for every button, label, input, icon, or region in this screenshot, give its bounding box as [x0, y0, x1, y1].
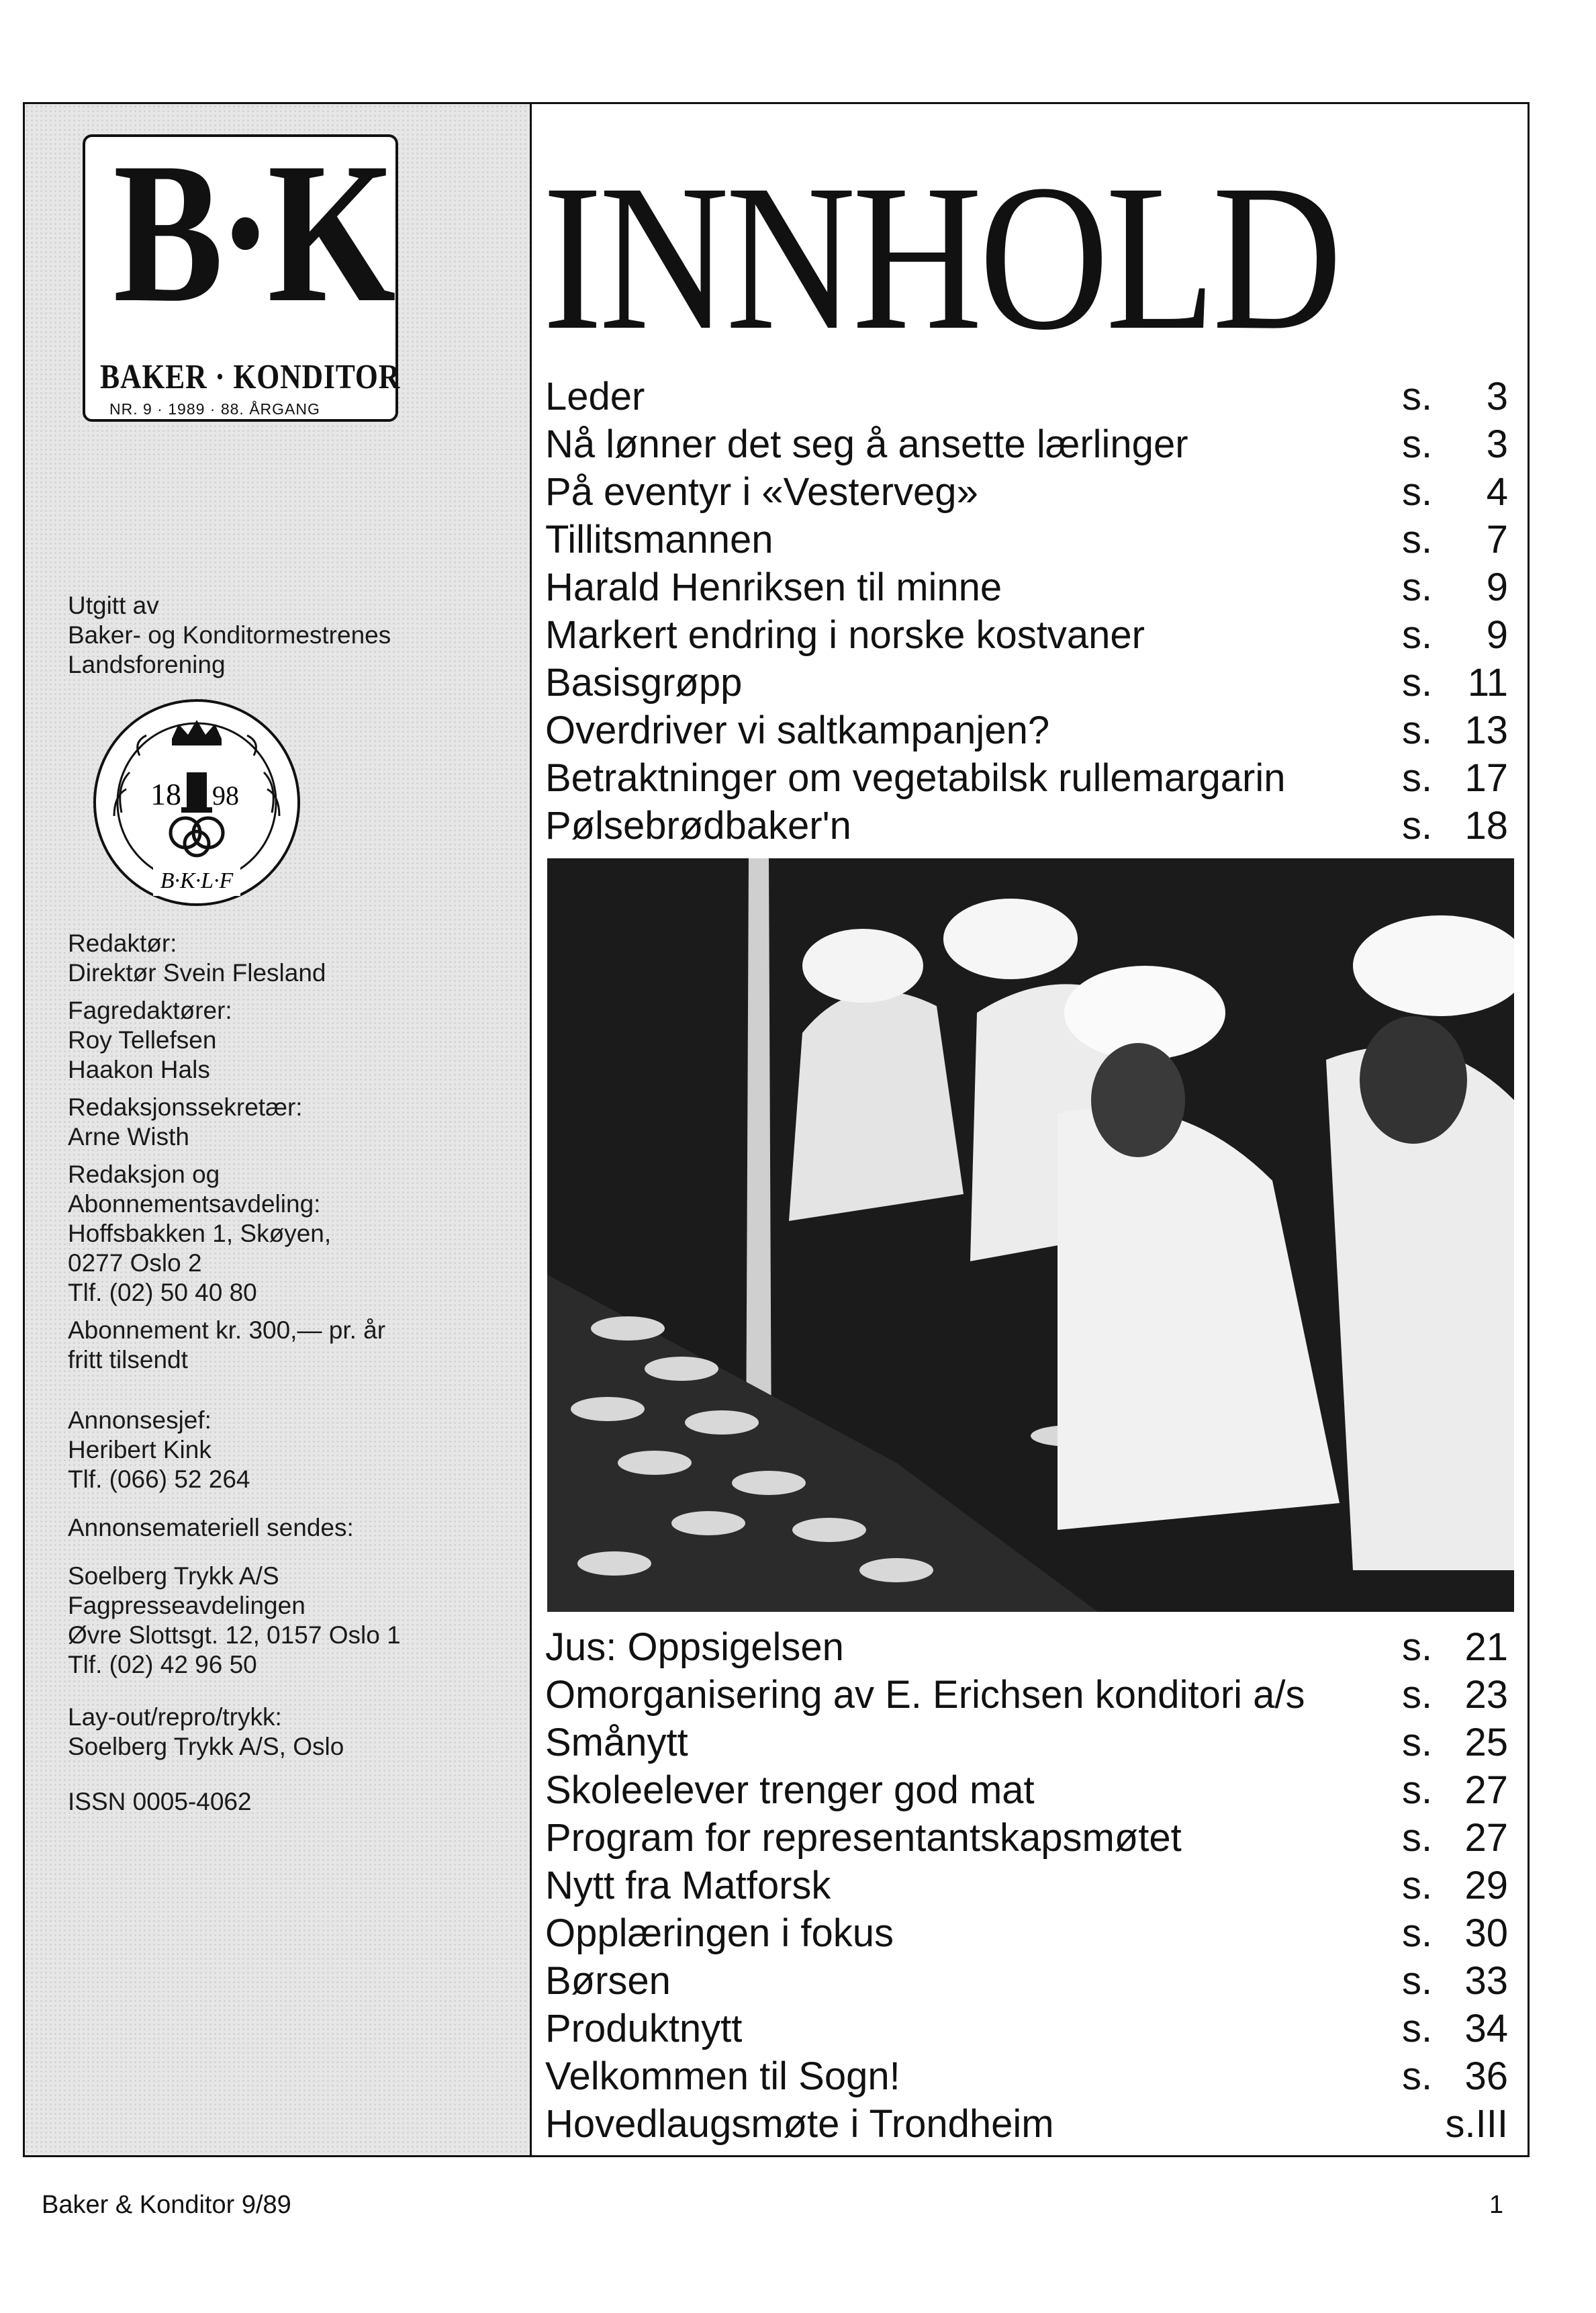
toc-item[interactable]: Program for representantskapsmøtet s. 27	[545, 1816, 1508, 1860]
page-title: INNHOLD	[543, 142, 1339, 373]
association-emblem	[86, 692, 308, 913]
issue-info: NR. 9 · 1989 · 88. ÅRGANG	[109, 400, 320, 418]
photo-illustration	[547, 858, 1514, 1612]
toc-item[interactable]: Opplæringen i fokus s. 30	[545, 1911, 1508, 1955]
toc-item[interactable]: Børsen s. 33	[545, 1959, 1508, 2003]
publisher-block	[68, 591, 391, 680]
masthead-editor: Redaktør: Direktør Svein Flesland	[68, 929, 326, 987]
toc-item[interactable]: Produktnytt s. 34	[545, 2007, 1508, 2050]
toc-item[interactable]: Tillitsmannen s. 7	[545, 518, 1508, 561]
masthead	[68, 929, 401, 1817]
masthead-ads: Annonsesjef: Heribert Kink Tlf. (066) 52 264	[68, 1406, 250, 1493]
publisher-line: Landsforening	[68, 651, 226, 678]
toc-item[interactable]: Basisgrøpp s. 11	[545, 661, 1508, 705]
publisher-line: Utgitt av	[68, 592, 159, 619]
toc-item[interactable]: Overdriver vi saltkampanjen? s. 13	[545, 709, 1508, 752]
masthead-secretary: Redaksjonssekretær: Arne Wisth	[68, 1093, 303, 1150]
toc-item[interactable]: Smånytt s. 25	[545, 1721, 1508, 1764]
page-number: 1	[1489, 2191, 1504, 2219]
masthead-layout: Lay-out/repro/trykk: Soelberg Trykk A/S, Oslo	[68, 1703, 344, 1760]
toc-item[interactable]: Harald Henriksen til minne s. 9	[545, 565, 1508, 609]
tower-icon	[187, 772, 207, 809]
toc-item[interactable]: På eventyr i «Vesterveg» s. 4	[545, 470, 1508, 514]
emblem-monogram: B·K·L·F	[160, 868, 234, 893]
magazine-logo	[83, 121, 401, 422]
toc-item[interactable]: Leder s. 3	[545, 375, 1508, 418]
column-divider	[530, 104, 532, 2155]
emblem-year-right: 98	[212, 780, 239, 811]
masthead-ad-material: Annonsemateriell sendes:	[68, 1514, 354, 1541]
toc-item[interactable]: Betraktninger om vegetabilsk rullemargarin s. 17	[545, 756, 1508, 800]
toc-list-bottom	[545, 1623, 1512, 2148]
masthead-address: Redaksjon og Abonnementsavdeling: Hoffsbakken 1, Skøyen, 0277 Oslo 2 Tlf. (02) 50 40 80	[68, 1161, 332, 1306]
toc-item[interactable]: Markert endring i norske kostvaner s. 9	[545, 613, 1508, 657]
toc-item[interactable]: Omorganisering av E. Erichsen konditori a/s s. 23	[545, 1673, 1508, 1717]
masthead-issn: ISSN 0005-4062	[68, 1788, 252, 1815]
toc-item[interactable]: Nå lønner det seg å ansette lærlinger s. 3	[545, 422, 1508, 466]
footer-publication: Baker & Konditor 9/89	[42, 2191, 291, 2219]
toc-item[interactable]: Skoleelever trenger god mat s. 27	[545, 1768, 1508, 1812]
bakery-workers-photo	[547, 858, 1514, 1612]
toc-item[interactable]: Velkommen til Sogn! s. 36	[545, 2054, 1508, 2098]
masthead-subeditors: Fagredaktører: Roy Tellefsen Haakon Hals	[68, 997, 232, 1083]
logo-name: BAKER · KONDITOR	[100, 358, 401, 396]
masthead-subscription: Abonnement kr. 300,— pr. år fritt tilsendt	[68, 1316, 386, 1373]
toc-list-top	[545, 373, 1512, 850]
toc-item[interactable]: Hovedlaugsmøte i Trondheim s.III	[545, 2102, 1508, 2146]
toc-item[interactable]: Pølsebrødbaker'n s. 18	[545, 804, 1508, 848]
logo-letters: B·K	[113, 121, 391, 344]
publisher-line: Baker- og Konditormestrenes	[68, 621, 391, 649]
emblem-year-left: 18	[150, 777, 181, 811]
masthead-printer: Soelberg Trykk A/S Fagpresseavdelingen Øvre Slottsgt. 12, 0157 Oslo 1 Tlf. (02) 42 96 50	[68, 1562, 401, 1678]
toc-item[interactable]: Nytt fra Matforsk s. 29	[545, 1864, 1508, 1907]
toc-item[interactable]: Jus: Oppsigelsen s. 21	[545, 1625, 1508, 1669]
